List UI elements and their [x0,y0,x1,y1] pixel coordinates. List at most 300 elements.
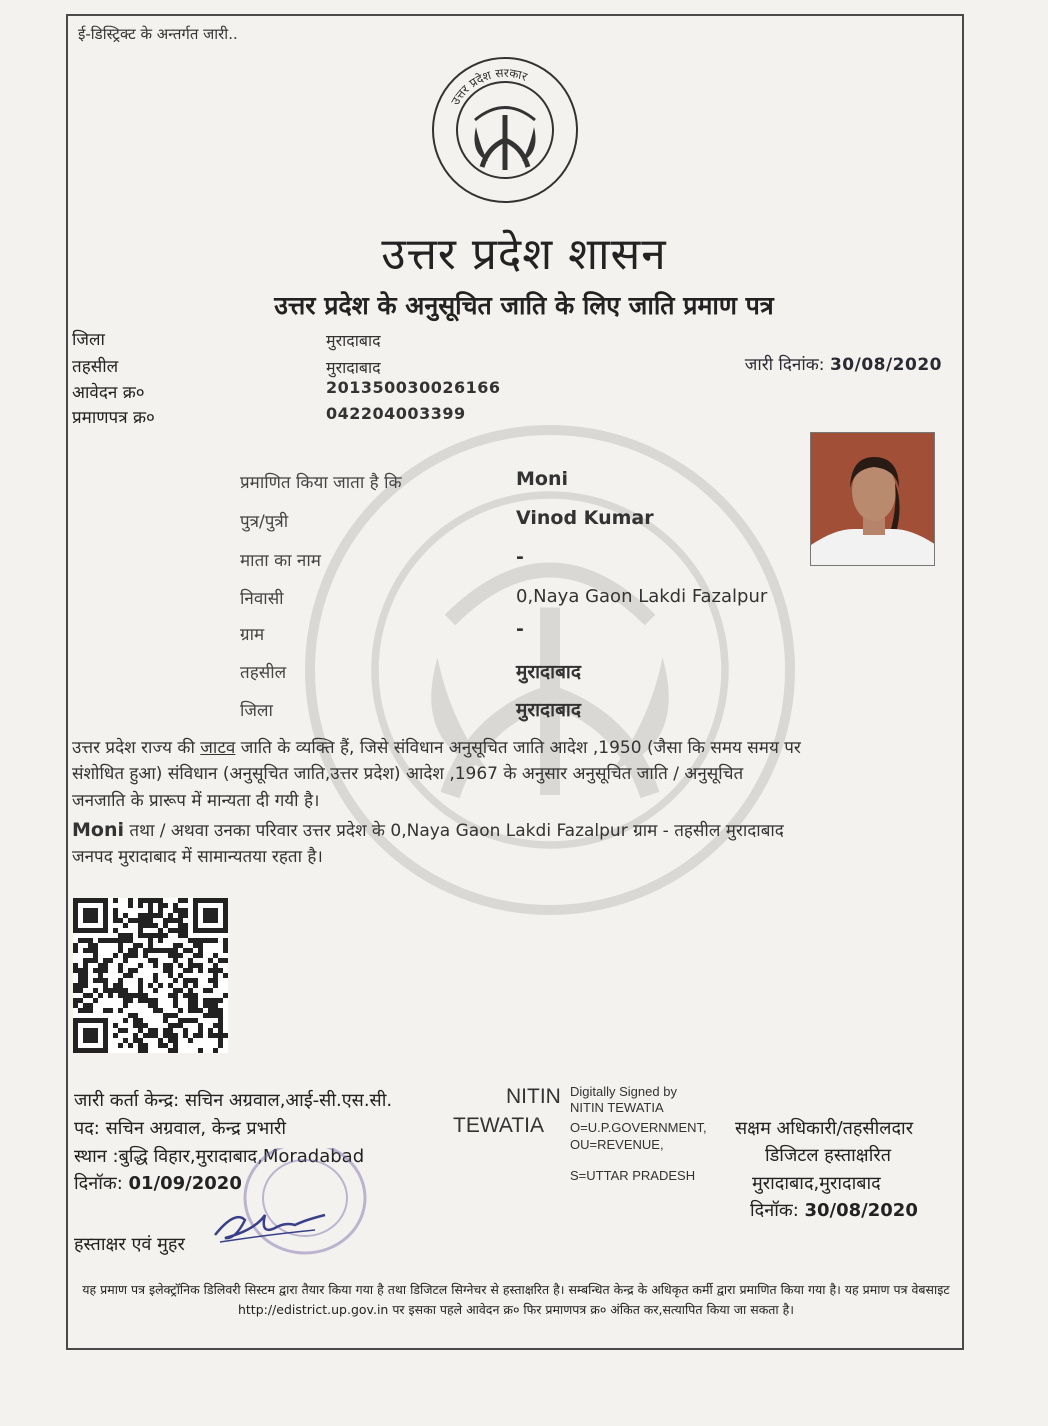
digital-signer-name-line2: TEWATIA [453,1114,544,1137]
qr-module [138,918,143,923]
qr-module [223,1033,228,1038]
qr-module [138,1018,143,1023]
qr-module [143,913,148,918]
qr-module [213,968,218,973]
qr-module [213,1023,218,1028]
qr-module [203,1003,208,1008]
resident-value: 0,Naya Gaon Lakdi Fazalpur [516,586,768,607]
signature-label: हस्ताक्षर एवं मुहर [74,1234,185,1255]
qr-module [208,1028,213,1033]
qr-module [113,928,118,933]
qr-module [183,978,188,983]
qr-module [198,953,203,958]
qr-module [198,938,203,943]
qr-module [198,968,203,973]
qr-module [163,948,168,953]
qr-module [218,968,223,973]
qr-module [148,1028,153,1033]
qr-module [118,938,123,943]
qr-code-icon [73,898,228,1053]
qr-module [193,1008,198,1013]
qr-module [148,903,153,908]
qr-module [123,913,128,918]
qr-module [103,958,108,963]
qr-module [78,983,83,988]
qr-module [148,1033,153,1038]
qr-module [88,948,93,953]
qr-module [178,913,183,918]
qr-module [83,983,88,988]
qr-module [153,958,158,963]
page-title: उत्तर प्रदेश शासन [381,229,667,280]
qr-module [118,918,123,923]
qr-module [143,1023,148,1028]
qr-module [83,993,88,998]
qr-module [113,908,118,913]
qr-module [123,1038,128,1043]
qr-module [198,948,203,953]
qr-module [118,948,123,953]
qr-module [173,1043,178,1048]
applicant-photo-icon [811,433,935,566]
qr-module [148,983,153,988]
qr-module [198,1023,203,1028]
qr-module [208,1003,213,1008]
qr-module [183,983,188,988]
qr-module [213,973,218,978]
qr-module [118,943,123,948]
qr-module [183,1033,188,1038]
qr-module [143,998,148,1003]
qr-module [208,938,213,943]
qr-module [153,933,158,938]
qr-module [133,943,138,948]
qr-module [213,938,218,943]
qr-module [93,988,98,993]
qr-module [208,978,213,983]
authority-designation: सक्षम अधिकारी/तहसीलदार [735,1118,914,1139]
qr-module [208,988,213,993]
qr-module [123,1028,128,1033]
qr-module [223,993,228,998]
qr-module [208,1008,213,1013]
handwritten-signature-icon [205,1200,335,1250]
qr-module [193,938,198,943]
qr-module [73,1003,78,1008]
qr-module [218,1013,223,1018]
qr-module [213,978,218,983]
qr-module [118,983,123,988]
qr-module [83,1003,88,1008]
qr-module [213,1003,218,1008]
district-value: मुरादाबाद [326,331,381,350]
qr-module [173,993,178,998]
tehsil-value: मुरादाबाद [326,358,381,377]
qr-module [143,923,148,928]
qr-module [178,1008,183,1013]
qr-module [78,973,83,978]
qr-module [153,913,158,918]
qr-module [153,1008,158,1013]
qr-module [173,1038,178,1043]
issuer-date-value: 01/09/2020 [128,1173,242,1194]
digital-sign-line2: NITIN TEWATIA [570,1100,664,1115]
qr-module [148,908,153,913]
qr-module [138,998,143,1003]
qr-module [203,988,208,993]
qr-module [123,1018,128,1023]
qr-module [113,988,118,993]
qr-module [213,1013,218,1018]
village-value: - [516,618,524,640]
qr-module [138,983,143,988]
qr-module [148,948,153,953]
qr-module [188,1008,193,1013]
qr-module [118,963,123,968]
qr-module [108,988,113,993]
qr-module [193,953,198,958]
authority-digitally-signed: डिजिटल हस्ताक्षरित [765,1145,891,1166]
qr-module [138,1028,143,1033]
qr-module [128,1043,133,1048]
qr-module [133,1013,138,1018]
qr-module [108,1008,113,1013]
mother-name-value: - [516,546,524,568]
qr-module [208,1013,213,1018]
qr-module [113,953,118,958]
qr-module [178,1023,183,1028]
qr-module [168,973,173,978]
qr-module [178,928,183,933]
qr-module [118,1008,123,1013]
field-tehsil-label: तहसील [240,663,287,683]
qr-module [193,978,198,983]
qr-module [178,908,183,913]
qr-module [83,968,88,973]
qr-module [183,913,188,918]
qr-module [133,993,138,998]
qr-module [168,1013,173,1018]
qr-module [163,1018,168,1023]
qr-module [193,983,198,988]
qr-module [213,983,218,988]
tehsil-label: तहसील [72,357,119,377]
qr-module [158,938,163,943]
qr-module [93,998,98,1003]
digital-sign-line3: O=U.P.GOVERNMENT, [570,1120,707,1135]
qr-module [73,988,78,993]
qr-module [218,1043,223,1048]
qr-module [118,1028,123,1033]
village-label: ग्राम [240,625,265,645]
body-paragraph-2 [72,819,952,843]
qr-module [183,923,188,928]
qr-module [143,953,148,958]
qr-module [183,968,188,973]
qr-module [93,948,98,953]
qr-module [123,993,128,998]
issue-date-label: जारी दिनांक: [744,355,825,375]
authority-date [750,1198,918,1222]
body-p1-line2: संशोधित हुआ) संविधान (अनुसूचित जाति,उत्तर प्रदेश) आदेश ,1967 के अनुसार अनुसूचित जाति / अनुसूचित [72,764,744,784]
body-paragraph-1 [72,737,952,760]
qr-module [193,1033,198,1038]
qr-module [203,1013,208,1018]
qr-module [148,938,153,943]
up-government-emblem-icon [430,55,580,205]
qr-module [173,1013,178,1018]
qr-module [138,993,143,998]
qr-module [223,973,228,978]
qr-module [183,1018,188,1023]
qr-module [78,1008,83,1013]
qr-module [168,1038,173,1043]
qr-module [218,1023,223,1028]
qr-module [148,913,153,918]
qr-module [118,1043,123,1048]
qr-module [153,963,158,968]
qr-module [118,978,123,983]
qr-module [158,913,163,918]
application-number-label: आवेदन क्र० [72,383,145,403]
qr-module [173,908,178,913]
qr-module [153,948,158,953]
qr-module [153,1033,158,1038]
qr-module [78,968,83,973]
header-note: ई-डिस्ट्रिक्ट के अन्तर्गत जारी.. [78,25,238,43]
qr-module [153,978,158,983]
qr-module [188,1003,193,1008]
qr-module [183,993,188,998]
qr-module [168,968,173,973]
qr-module [128,903,133,908]
qr-module [173,1003,178,1008]
qr-module [118,993,123,998]
qr-module [73,948,78,953]
qr-module [168,918,173,923]
authority-date-label: दिनॉक: [750,1200,799,1221]
qr-module [133,948,138,953]
qr-module [148,923,153,928]
qr-module [178,943,183,948]
qr-module [158,928,163,933]
qr-module [173,918,178,923]
qr-module [213,963,218,968]
qr-module [178,918,183,923]
qr-module [133,1023,138,1028]
qr-module [83,963,88,968]
qr-module [128,973,133,978]
qr-module [193,963,198,968]
qr-module [123,973,128,978]
qr-module [148,918,153,923]
qr-module [158,908,163,913]
qr-module [128,898,133,903]
issue-date [745,352,942,375]
qr-module [158,1043,163,1048]
qr-module [88,938,93,943]
qr-module [183,898,188,903]
qr-module [133,968,138,973]
qr-module [138,1048,143,1053]
qr-module [73,983,78,988]
qr-module [88,958,93,963]
qr-module [178,963,183,968]
qr-module [133,1033,138,1038]
issuer-post: पद: सचिन अग्रवाल, केन्द्र प्रभारी [74,1118,287,1139]
qr-module [218,1033,223,1038]
qr-module [138,933,143,938]
qr-module [173,943,178,948]
qr-module [163,1028,168,1033]
qr-module [138,1023,143,1028]
qr-module [88,993,93,998]
qr-module [188,968,193,973]
district-label: जिला [72,330,105,350]
issuing-center: जारी कर्ता केन्द्र: सचिन अग्रवाल,आई-सी.एस.सी. [74,1090,393,1111]
qr-module [93,968,98,973]
issuer-place: स्थान :बुद्धि विहार,मुरादाबाद,Moradabad [74,1146,365,1167]
qr-module [113,1033,118,1038]
qr-module [133,1038,138,1043]
qr-module [163,968,168,973]
qr-module [158,903,163,908]
digital-sign-line4: OU=REVENUE, [570,1137,664,1152]
certified-label: प्रमाणित किया जाता है कि [240,473,402,493]
qr-module [173,988,178,993]
body-p2-line2: जनपद मुरादाबाद में सामान्यतया रहता है। [72,847,323,867]
qr-module [128,968,133,973]
emblem-text: उत्तर प्रदेश सरकार [448,65,530,108]
certificate-subtitle: उत्तर प्रदेश के अनुसूचित जाति के लिए जाति प्रमाण पत्र [274,291,774,320]
qr-module [168,1028,173,1033]
qr-module [178,923,183,928]
field-tehsil-value: मुरादाबाद [516,661,581,683]
qr-module [153,898,158,903]
qr-module [158,948,163,953]
qr-module [213,1008,218,1013]
qr-module [143,948,148,953]
qr-module [78,938,83,943]
qr-module [108,993,113,998]
qr-module [193,1003,198,1008]
qr-module [128,998,133,1003]
qr-module [123,988,128,993]
qr-module [103,963,108,968]
certificate-number-label: प्रमाणपत्र क्र० [72,408,155,428]
qr-module [168,913,173,918]
qr-module [198,943,203,948]
qr-module [158,933,163,938]
qr-module [153,973,158,978]
qr-module [203,938,208,943]
qr-module [133,1018,138,1023]
qr-module [188,978,193,983]
qr-module [193,993,198,998]
certificate-number-value: 042204003399 [326,404,466,423]
qr-module [183,908,188,913]
qr-module [163,903,168,908]
qr-module [128,953,133,958]
qr-module [98,973,103,978]
body-p2-name: Moni [72,819,124,841]
qr-module [223,943,228,948]
qr-module [193,1018,198,1023]
caste-name: जाटव [200,738,236,758]
qr-module [98,938,103,943]
qr-module [93,943,98,948]
qr-module [138,943,143,948]
qr-module [138,923,143,928]
qr-module [138,928,143,933]
qr-module [143,993,148,998]
qr-module [153,1003,158,1008]
qr-module [103,938,108,943]
qr-module [103,983,108,988]
qr-module [213,998,218,1003]
qr-module [168,1048,173,1053]
qr-module [123,998,128,1003]
qr-module [113,918,118,923]
qr-module [173,1023,178,1028]
qr-module [173,903,178,908]
qr-module [73,943,78,948]
qr-module [88,1003,93,1008]
qr-module [93,953,98,958]
qr-module [173,928,178,933]
qr-module [83,948,88,953]
qr-module [138,988,143,993]
qr-module [103,968,108,973]
qr-module [138,963,143,968]
qr-module [83,1008,88,1013]
qr-module [153,923,158,928]
qr-module [158,898,163,903]
qr-module [128,1013,133,1018]
qr-module [163,963,168,968]
qr-module [198,1028,203,1033]
field-district-label: जिला [240,701,273,721]
qr-module [173,958,178,963]
qr-module [148,933,153,938]
qr-module [128,993,133,998]
qr-module [158,1008,163,1013]
qr-module [173,978,178,983]
qr-module [163,923,168,928]
applicant-photo [810,432,935,566]
qr-module [188,958,193,963]
qr-module [123,958,128,963]
qr-module [218,1008,223,1013]
qr-module [93,958,98,963]
qr-module [183,948,188,953]
qr-module [153,988,158,993]
qr-module [128,938,133,943]
mother-name-label: माता का नाम [240,551,321,571]
qr-module [188,998,193,1003]
qr-module [223,948,228,953]
digital-sign-line1: Digitally Signed by [570,1084,677,1099]
qr-module [178,898,183,903]
qr-module [83,973,88,978]
issuer-date-label: दिनॉक: [74,1173,123,1194]
qr-module [98,993,103,998]
qr-module [168,1033,173,1038]
qr-module [148,998,153,1003]
qr-module [193,998,198,1003]
qr-module [138,978,143,983]
qr-module [123,953,128,958]
